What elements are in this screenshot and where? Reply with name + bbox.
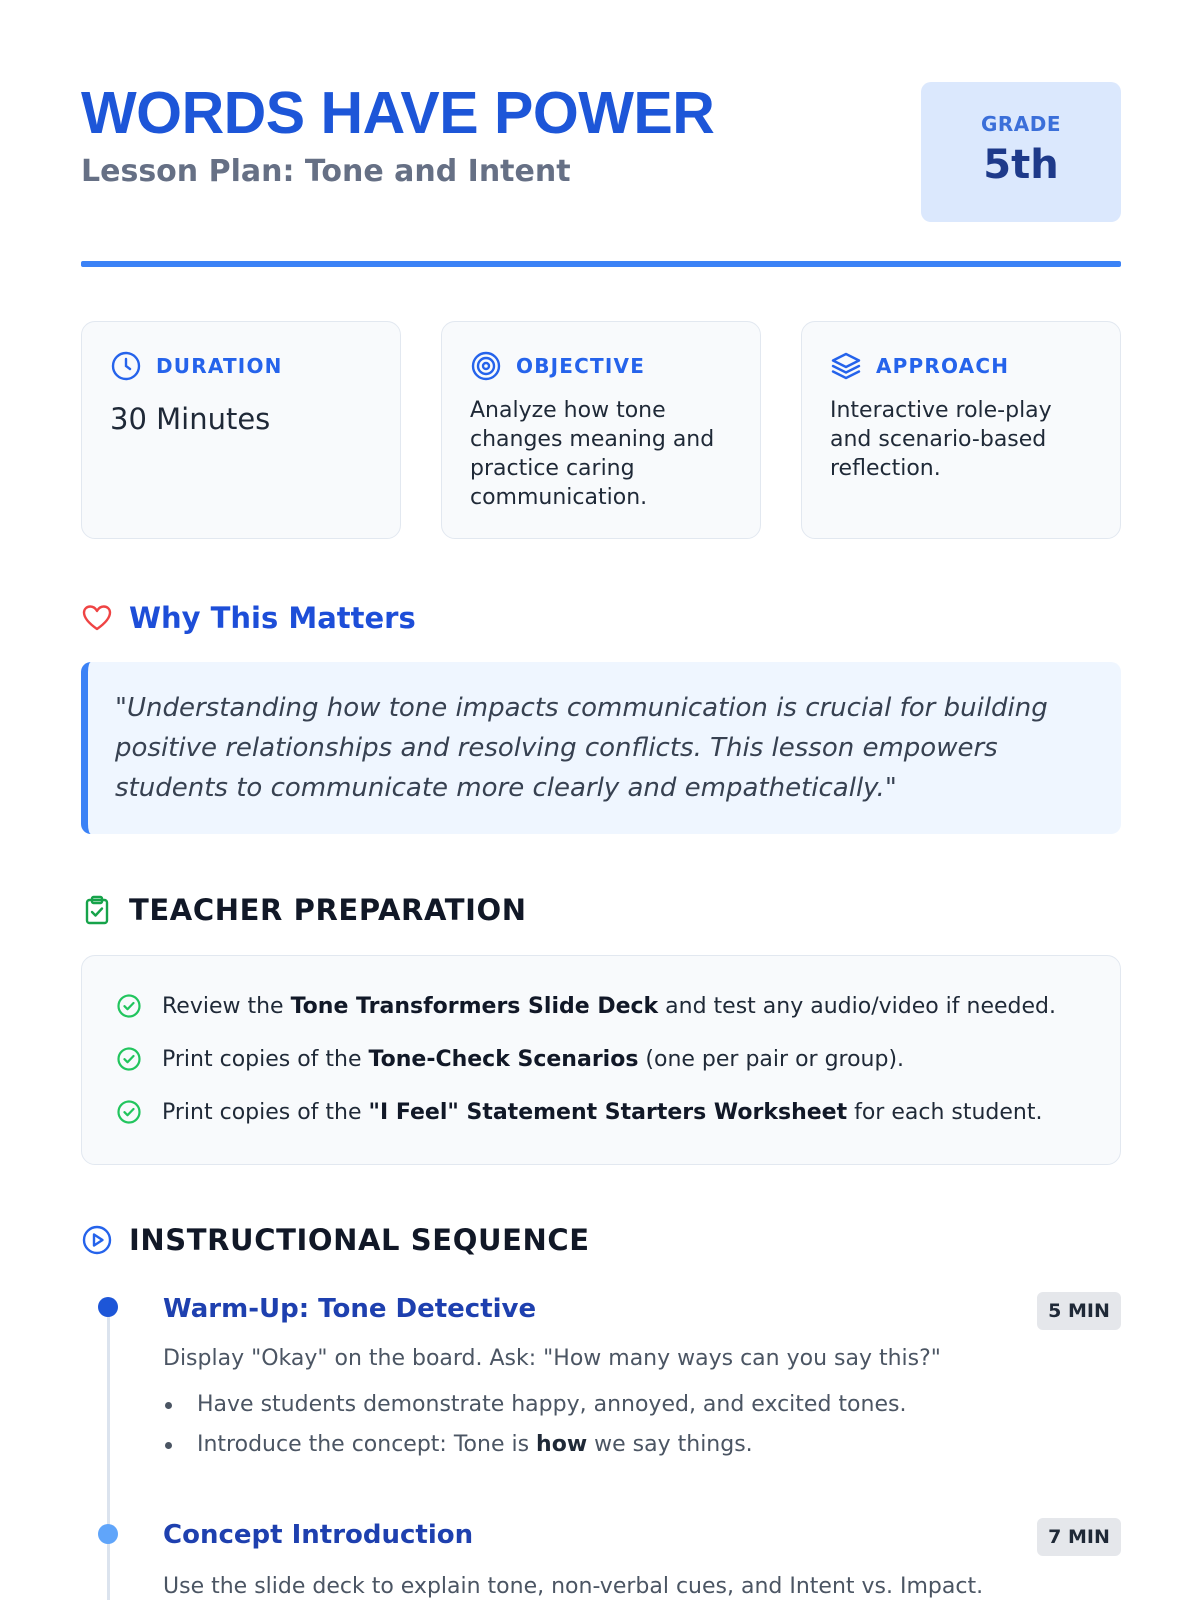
prep-item: Print copies of the "I Feel" Statement Starters Worksheet for each student. (116, 1097, 1043, 1127)
grade-value: 5th (983, 142, 1059, 188)
page-subtitle: Lesson Plan: Tone and Intent (81, 154, 571, 189)
prep-checklist (81, 955, 1121, 1165)
play-circle-icon (81, 1224, 113, 1256)
objective-label: OBJECTIVE (516, 354, 646, 378)
list-item: Have students demonstrate happy, annoyed, and excited tones. (163, 1390, 906, 1430)
clipboard-check-icon (81, 894, 113, 926)
target-icon (470, 350, 502, 382)
timeline-dot (98, 1524, 118, 1544)
lesson-plan-page (81, 0, 1121, 1600)
duration-label: DURATION (156, 354, 283, 378)
prep-section-header (81, 890, 527, 930)
list-item: Introduce the concept: Tone is how we say things. (163, 1430, 906, 1470)
approach-card (801, 321, 1121, 539)
check-circle-icon (116, 1099, 142, 1125)
step-duration-badge: 5 MIN (1037, 1292, 1121, 1330)
timeline-line (107, 1310, 110, 1600)
why-section-header (81, 598, 416, 638)
why-quote: "Understanding how tone impacts communication is crucial for building positive relationships and resolving conflicts. This lesson empowers students to communicate more clearly and empathetically." (115, 693, 1048, 803)
why-title: Why This Matters (129, 601, 416, 635)
layers-icon (830, 350, 862, 382)
duration-card (81, 321, 401, 539)
approach-card-header (830, 350, 1009, 382)
step-title: Warm-Up: Tone Detective (163, 1294, 537, 1324)
header (81, 82, 1121, 222)
sequence-title: INSTRUCTIONAL SEQUENCE (129, 1223, 590, 1257)
timeline-dot (98, 1297, 118, 1317)
objective-card (441, 321, 761, 539)
approach-text: Interactive role-play and scenario-based reflection. (830, 398, 1052, 481)
sequence-section-header (81, 1220, 590, 1260)
grade-badge (921, 82, 1121, 222)
check-circle-icon (116, 993, 142, 1019)
grade-label: GRADE (980, 112, 1062, 136)
step-description: Display "Okay" on the board. Ask: "How many ways can you say this?" (163, 1346, 941, 1371)
clock-icon (110, 350, 142, 382)
duration-value: 30 Minutes (110, 402, 271, 436)
prep-item: Review the Tone Transformers Slide Deck and test any audio/video if needed. (116, 991, 1056, 1021)
step-duration-badge: 7 MIN (1037, 1518, 1121, 1556)
page-title: WORDS HAVE POWER (81, 80, 715, 146)
step-title: Concept Introduction (163, 1520, 474, 1550)
objective-text: Analyze how tone changes meaning and practice caring communication. (470, 398, 715, 510)
prep-title: TEACHER PREPARATION (129, 893, 527, 927)
prep-item: Print copies of the Tone-Check Scenarios (one per pair or group). (116, 1044, 904, 1074)
duration-card-header (110, 350, 283, 382)
approach-label: APPROACH (876, 354, 1010, 378)
objective-card-header (470, 350, 645, 382)
info-cards (81, 321, 1121, 539)
step-description: Use the slide deck to explain tone, non-verbal cues, and Intent vs. Impact. (163, 1574, 984, 1599)
why-quote-box (81, 662, 1121, 834)
step-bullets (163, 1390, 906, 1470)
heart-icon (81, 602, 113, 634)
header-divider (81, 261, 1121, 267)
check-circle-icon (116, 1046, 142, 1072)
